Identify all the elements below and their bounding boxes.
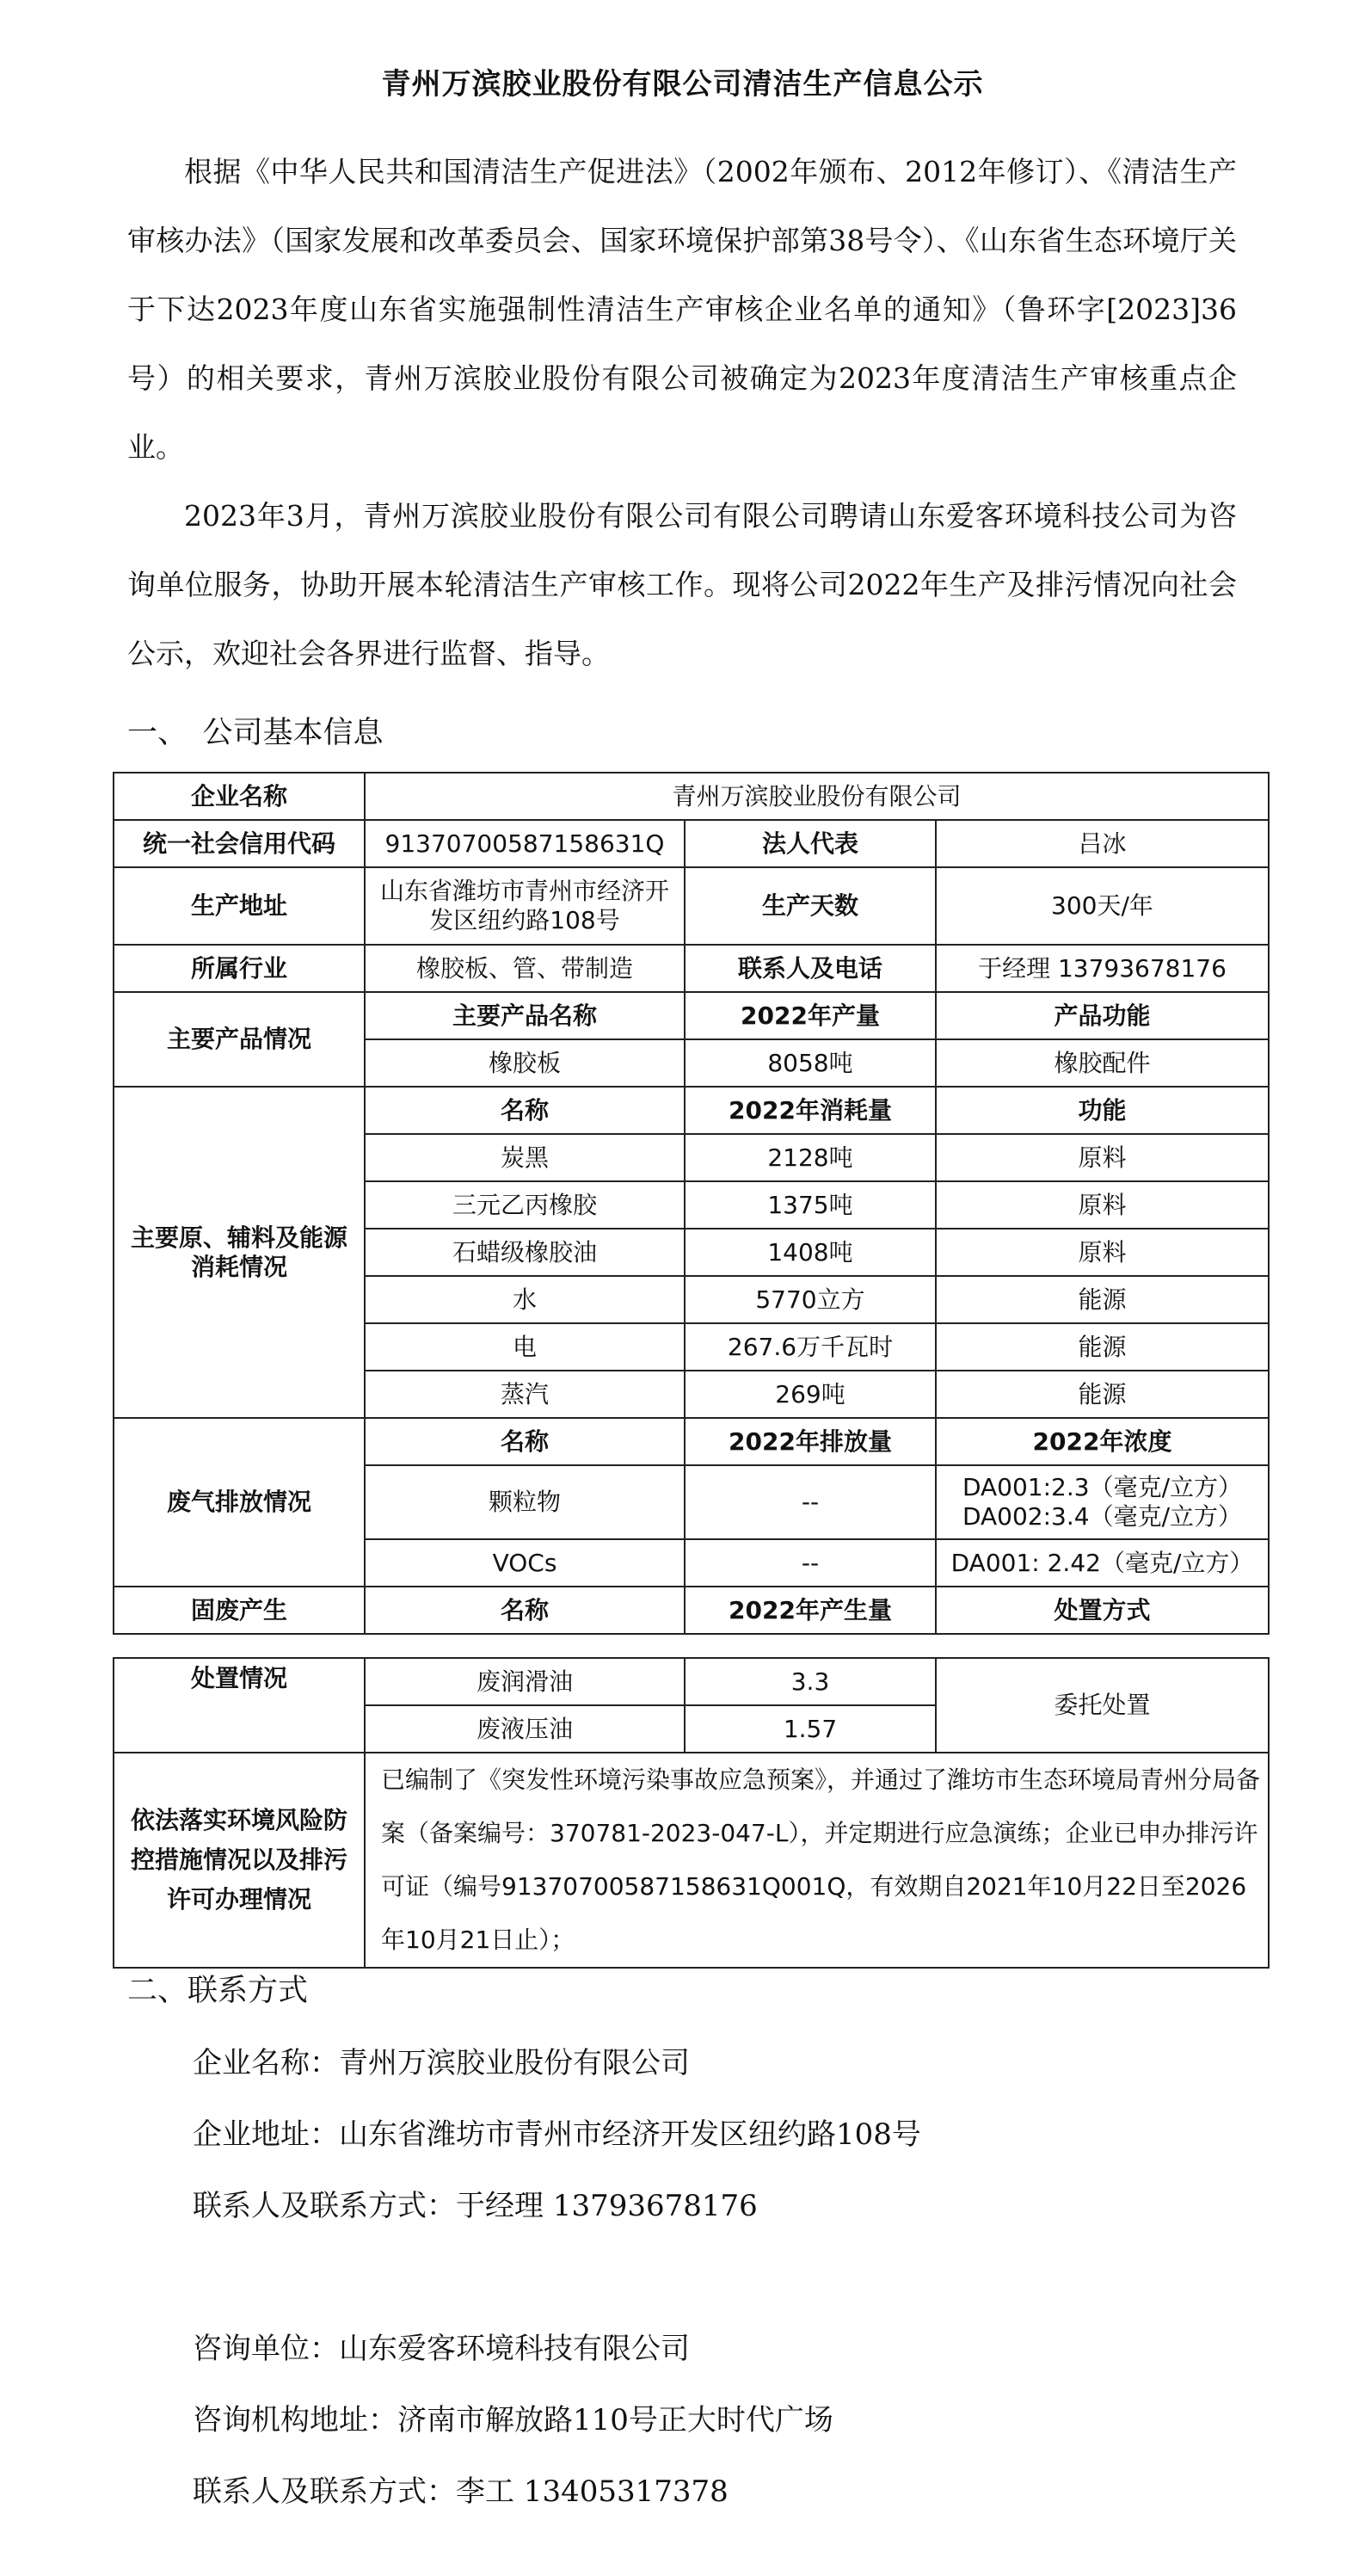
material-name: 三元乙丙橡胶 — [365, 1181, 685, 1229]
exhaust-concentration — [936, 1465, 1269, 1539]
table-row — [114, 992, 1269, 1039]
solid-header-name: 名称 — [365, 1587, 685, 1634]
products-header-name: 主要产品名称 — [365, 992, 685, 1039]
consultant-company: 咨询单位：山东爱客环境科技有限公司 — [193, 2332, 690, 2366]
solid-waste-label: 固废产生 — [114, 1587, 365, 1634]
address-value: 山东省潍坊市青州市经济开发区纽约路108号 — [365, 867, 685, 945]
exhaust-header-concentration: 2022年浓度 — [936, 1418, 1269, 1465]
exhaust-name: VOCs — [365, 1539, 685, 1587]
legal-rep-value: 吕冰 — [936, 820, 1269, 867]
table-row — [114, 1087, 1269, 1134]
contact-address: 企业地址：山东省潍坊市青州市经济开发区纽约路108号 — [193, 2117, 921, 2152]
solid-header-method: 处置方式 — [936, 1587, 1269, 1634]
product-function: 橡胶配件 — [936, 1039, 1269, 1087]
products-header-output: 2022年产量 — [685, 992, 936, 1039]
material-function: 原料 — [936, 1229, 1269, 1276]
table-row — [114, 867, 1269, 945]
risk-text: 已编制了《突发性环境污染事故应急预案》，并通过了潍坊市生态环境局青州分局备案（备案编号：370781-2023-047-L），并定期进行应急演练；企业已申办排污许可证（编号91370700587158631Q001Q，有效期自2021年10月22日至2026年10月21日止）； — [365, 1753, 1269, 1968]
intro-paragraph-2 — [127, 482, 1237, 688]
risk-label: 依法落实环境风险防控措施情况以及排污许可办理情况 — [114, 1753, 365, 1968]
material-function: 能源 — [936, 1276, 1269, 1323]
material-amount: 5770立方 — [685, 1276, 936, 1323]
material-amount: 1408吨 — [685, 1229, 936, 1276]
materials-header-function: 功能 — [936, 1087, 1269, 1134]
materials-header-consumption: 2022年消耗量 — [685, 1087, 936, 1134]
credit-code-label: 统一社会信用代码 — [114, 820, 365, 867]
table-row — [114, 1658, 1269, 1705]
materials-header-name: 名称 — [365, 1087, 685, 1134]
table-row — [114, 1753, 1269, 1968]
material-name: 水 — [365, 1276, 685, 1323]
contact-label: 联系人及电话 — [685, 945, 936, 992]
waste-name: 废液压油 — [365, 1705, 685, 1753]
intro-text-1: 根据《中华人民共和国清洁生产促进法》（2002年颁布、2012年修订）、《清洁生产审核办法》（国家发展和改革委员会、国家环境保护部第38号令）、《山东省生态环境厅关于下达2023年度山东省实施强制性清洁生产审核企业名单的通知》（鲁环字[2023]36号）的相关要求，青州万滨胶业股份有限公司被确定为2023年度清洁生产审核重点企业。 — [127, 155, 1237, 464]
table-row — [114, 820, 1269, 867]
page-title: 青州万滨胶业股份有限公司清洁生产信息公示 — [381, 67, 984, 102]
concentration-line: DA002:3.4（毫克/立方） — [962, 1502, 1243, 1531]
credit-code-value: 91370700587158631Q — [365, 820, 685, 867]
material-name: 石蜡级橡胶油 — [365, 1229, 685, 1276]
company-name-label: 企业名称 — [114, 773, 365, 820]
table-row — [114, 773, 1269, 820]
waste-name: 废润滑油 — [365, 1658, 685, 1705]
table-row — [114, 1587, 1269, 1634]
concentration-line: DA001:2.3（毫克/立方） — [962, 1473, 1243, 1501]
production-days-value: 300天/年 — [936, 867, 1269, 945]
exhaust-emission: -- — [685, 1539, 936, 1587]
company-name-value: 青州万滨胶业股份有限公司 — [365, 773, 1269, 820]
solid-header-amount: 2022年产生量 — [685, 1587, 936, 1634]
exhaust-label: 废气排放情况 — [114, 1418, 365, 1587]
material-amount: 269吨 — [685, 1371, 936, 1418]
material-name: 蒸汽 — [365, 1371, 685, 1418]
exhaust-name: 颗粒物 — [365, 1465, 685, 1539]
intro-paragraph-1 — [127, 138, 1237, 482]
material-function: 原料 — [936, 1181, 1269, 1229]
production-days-label: 生产天数 — [685, 867, 936, 945]
exhaust-concentration: DA001: 2.42（毫克/立方） — [936, 1539, 1269, 1587]
disposal-table — [113, 1657, 1270, 1969]
contact-person: 联系人及联系方式：于经理 13793678176 — [193, 2189, 758, 2223]
industry-value: 橡胶板、管、带制造 — [365, 945, 685, 992]
product-output: 8058吨 — [685, 1039, 936, 1087]
waste-amount: 3.3 — [685, 1658, 936, 1705]
material-function: 原料 — [936, 1134, 1269, 1181]
material-amount: 1375吨 — [685, 1181, 936, 1229]
exhaust-emission: -- — [685, 1465, 936, 1539]
material-amount: 267.6万千瓦时 — [685, 1323, 936, 1371]
material-function: 能源 — [936, 1323, 1269, 1371]
products-label: 主要产品情况 — [114, 992, 365, 1087]
section-heading-contacts: 二、联系方式 — [127, 1974, 309, 2008]
material-name: 电 — [365, 1323, 685, 1371]
address-label: 生产地址 — [114, 867, 365, 945]
product-name: 橡胶板 — [365, 1039, 685, 1087]
material-name: 炭黑 — [365, 1134, 685, 1181]
contact-company: 企业名称：青州万滨胶业股份有限公司 — [193, 2046, 690, 2080]
material-function: 能源 — [936, 1371, 1269, 1418]
basic-info-table — [113, 772, 1270, 1635]
materials-label: 主要原、辅料及能源消耗情况 — [114, 1087, 365, 1418]
consultant-person: 联系人及联系方式：李工 13405317378 — [193, 2474, 729, 2509]
consultant-address: 咨询机构地址：济南市解放路110号正大时代广场 — [193, 2403, 833, 2437]
table-row — [114, 945, 1269, 992]
intro-text-2: 2023年3月，青州万滨胶业股份有限公司有限公司聘请山东爱客环境科技公司为咨询单位服务，协助开展本轮清洁生产审核工作。现将公司2022年生产及排污情况向社会公示，欢迎社会各界进行监督、指导。 — [127, 499, 1237, 670]
exhaust-header-name: 名称 — [365, 1418, 685, 1465]
disposal-label: 处置情况 — [114, 1658, 365, 1753]
products-header-function: 产品功能 — [936, 992, 1269, 1039]
legal-rep-label: 法人代表 — [685, 820, 936, 867]
section-heading-basic-info: 一、 公司基本信息 — [127, 716, 384, 750]
waste-amount: 1.57 — [685, 1705, 936, 1753]
table-row — [114, 1418, 1269, 1465]
contact-value: 于经理 13793678176 — [936, 945, 1269, 992]
exhaust-header-emission: 2022年排放量 — [685, 1418, 936, 1465]
industry-label: 所属行业 — [114, 945, 365, 992]
disposal-method: 委托处置 — [936, 1658, 1269, 1753]
material-amount: 2128吨 — [685, 1134, 936, 1181]
